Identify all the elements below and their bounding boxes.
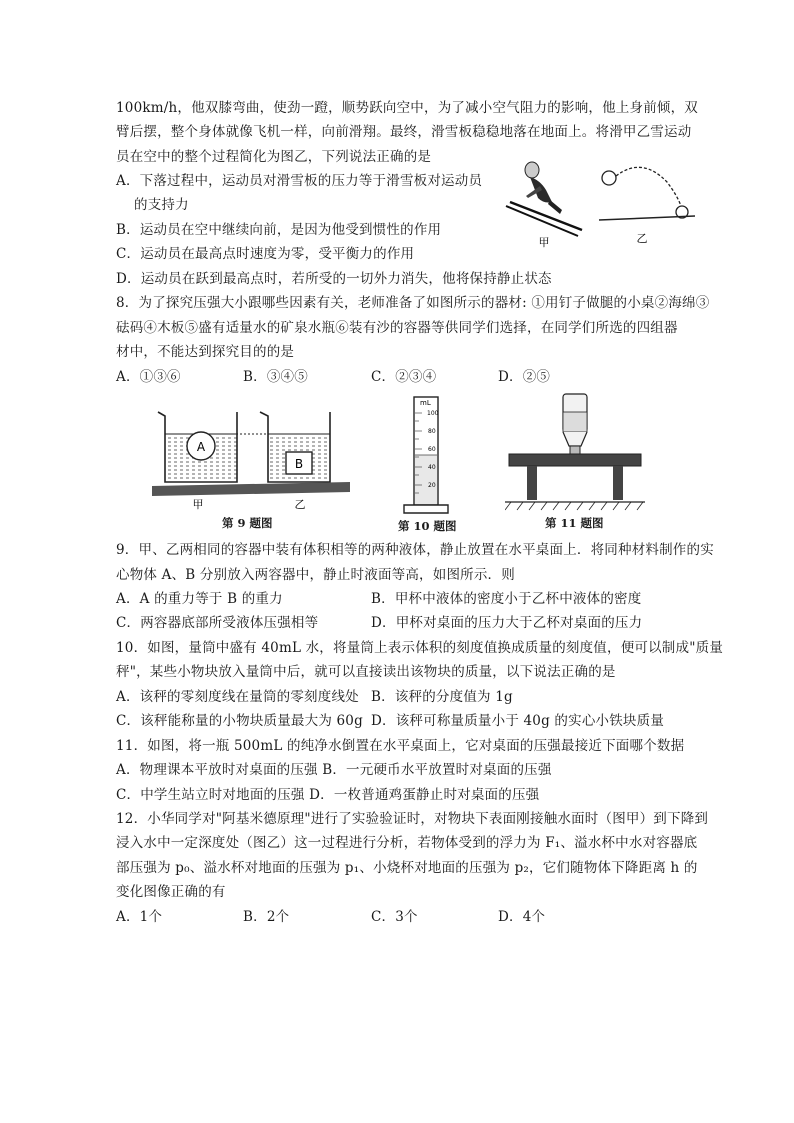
table-top	[509, 454, 641, 466]
trajectory-figure	[597, 160, 697, 250]
q9-line-1: 9．甲、乙两相同的容器中装有体积相等的两种液体，静止放置在水平桌面上．将同种材料制作的实	[116, 542, 714, 558]
q12-option-b: B．2个	[243, 909, 290, 925]
table-leg-right	[613, 466, 623, 500]
fig-label-yi: 乙	[636, 232, 648, 245]
tick-20: 20	[428, 482, 436, 489]
q8-line-2: 砝码④木板⑤盛有适量水的矿泉水瓶⑥装有沙的容器等供同学们选择，在同学们所选的四组器	[116, 320, 678, 336]
q9-option-d: D．甲杯对桌面的压力大于乙杯对桌面的压力	[371, 615, 643, 631]
q8-option-c: C．②③④	[371, 369, 437, 385]
ball-start-icon	[602, 171, 616, 185]
q9-line-2: 心物体 A、B 分别放入两容器中，静止时液面等高，如图所示．则	[116, 567, 515, 583]
label-b: B	[294, 457, 304, 471]
fig9-beakers	[150, 400, 355, 515]
tick-100: 100	[427, 410, 439, 417]
q8-line-3: 材中，不能达到探究目的的是	[116, 344, 295, 360]
q11-option-ab: A．物理课本平放时对桌面的压强 B．一元硬币水平放置时对桌面的压强	[116, 762, 552, 778]
q7-option-a-cont: 的支持力	[134, 197, 189, 213]
q12-line-4: 变化图像正确的有	[116, 884, 226, 900]
table-leg-left	[527, 466, 537, 500]
q9-option-c: C．两容器底部所受液体压强相等	[116, 615, 319, 631]
q7-intro-line-2: 臂后摆，整个身体就像飞机一样，向前滑翔。最终，滑雪板稳稳地落在地面上。将滑甲乙雪运动	[116, 124, 692, 140]
q8-line-1: 8．为了探究压强大小跟哪些因素有关，老师准备了如图所示的器材: ①用钉子做腿的小桌②海绵③	[116, 295, 710, 311]
q8-option-d: D．②⑤	[498, 369, 551, 385]
q10-option-a: A．该秤的零刻度线在量筒的零刻度线处	[116, 689, 359, 705]
ski-jumper-figure	[500, 150, 592, 250]
q8-option-a: A．①③⑥	[116, 369, 181, 385]
q8-option-b: B．③④⑤	[243, 369, 308, 385]
q9-option-a: A．A 的重力等于 B 的重力	[116, 591, 283, 607]
q7-intro-line-3: 员在空中的整个过程简化为图乙，下列说法正确的是	[116, 149, 432, 165]
tick-60: 60	[428, 446, 436, 453]
q7-option-a: A．下落过程中，运动员对滑雪板的压力等于滑雪板对运动员	[116, 173, 483, 189]
q7-option-c: C．运动员在最高点时速度为零，受平衡力的作用	[116, 246, 415, 262]
q10-option-c: C．该秤能称量的小物块质量最大为 60g	[116, 713, 363, 729]
fig9-label-jia: 甲	[192, 498, 204, 511]
q12-option-d: D．4个	[498, 909, 546, 925]
table-surface	[152, 482, 350, 496]
beaker-jia	[158, 412, 237, 482]
bottle-icon	[563, 394, 587, 454]
q12-option-c: C．3个	[371, 909, 418, 925]
q10-option-b: B．该秤的分度值为 1g	[371, 689, 513, 705]
q9-option-b: B．甲杯中液体的密度小于乙杯中液体的密度	[371, 591, 642, 607]
tick-80: 80	[428, 428, 436, 435]
ski-jumper-icon	[506, 162, 582, 236]
q10-line-2: 秤"，某些小物块放入量筒中后，就可以直接读出该物块的质量，以下说法正确的是	[116, 664, 616, 680]
q12-line-2: 浸入水中一定深度处（图乙）这一过程进行分析，若物体受到的浮力为 F₁、溢水杯中水对容器底	[116, 835, 698, 851]
q7-option-b: B．运动员在空中继续向前，是因为他受到惯性的作用	[116, 222, 442, 238]
fig11-caption: 第 11 题图	[545, 516, 604, 530]
fig10-caption: 第 10 题图	[398, 519, 457, 533]
q7-intro-line-1: 100km/h，他双膝弯曲，使劲一蹬，顺势跃向空中，为了减小空气阻力的影响，他上身前倾，双	[116, 100, 698, 116]
q12-line-1: 12．小华同学对"阿基米德原理"进行了实验验证时，对物块下表面刚接触水面时（图甲）到下降到	[116, 811, 709, 827]
label-a: A	[196, 440, 206, 454]
fig11-bottle-on-table	[505, 392, 645, 517]
q7-option-d: D．运动员在跃到最高点时，若所受的一切外力消失，他将保持静止状态	[116, 271, 552, 287]
fig10-unit: mL	[420, 399, 431, 407]
q12-option-a: A．1个	[116, 909, 163, 925]
q10-line-1: 10．如图，量筒中盛有 40mL 水，将量筒上表示体积的刻度值换成质量的刻度值，便可以制成"质量	[116, 640, 724, 656]
q12-line-3: 部压强为 p₀、溢水杯对地面的压强为 p₁、小烧杯对地面的压强为 p₂，它们随物体下降距离 h 的	[116, 860, 698, 876]
fig9-caption: 第 9 题图	[222, 516, 273, 530]
q10-option-d: D．该秤可称量质量小于 40g 的实心小铁块质量	[371, 713, 665, 729]
fig-label-jia: 甲	[538, 236, 550, 249]
q11-line: 11．如图，将一瓶 500mL 的纯净水倒置在水平桌面上，它对桌面的压强最接近下面哪个数据	[116, 738, 685, 754]
fig9-label-yi: 乙	[294, 498, 306, 511]
trajectory-path	[616, 167, 681, 206]
fig10-graduated-cylinder	[400, 393, 452, 518]
beaker-yi	[260, 412, 330, 482]
tick-40: 40	[428, 464, 436, 471]
q11-option-cd: C．中学生站立时对地面的压强 D．一枚普通鸡蛋静止时对桌面的压强	[116, 787, 540, 803]
